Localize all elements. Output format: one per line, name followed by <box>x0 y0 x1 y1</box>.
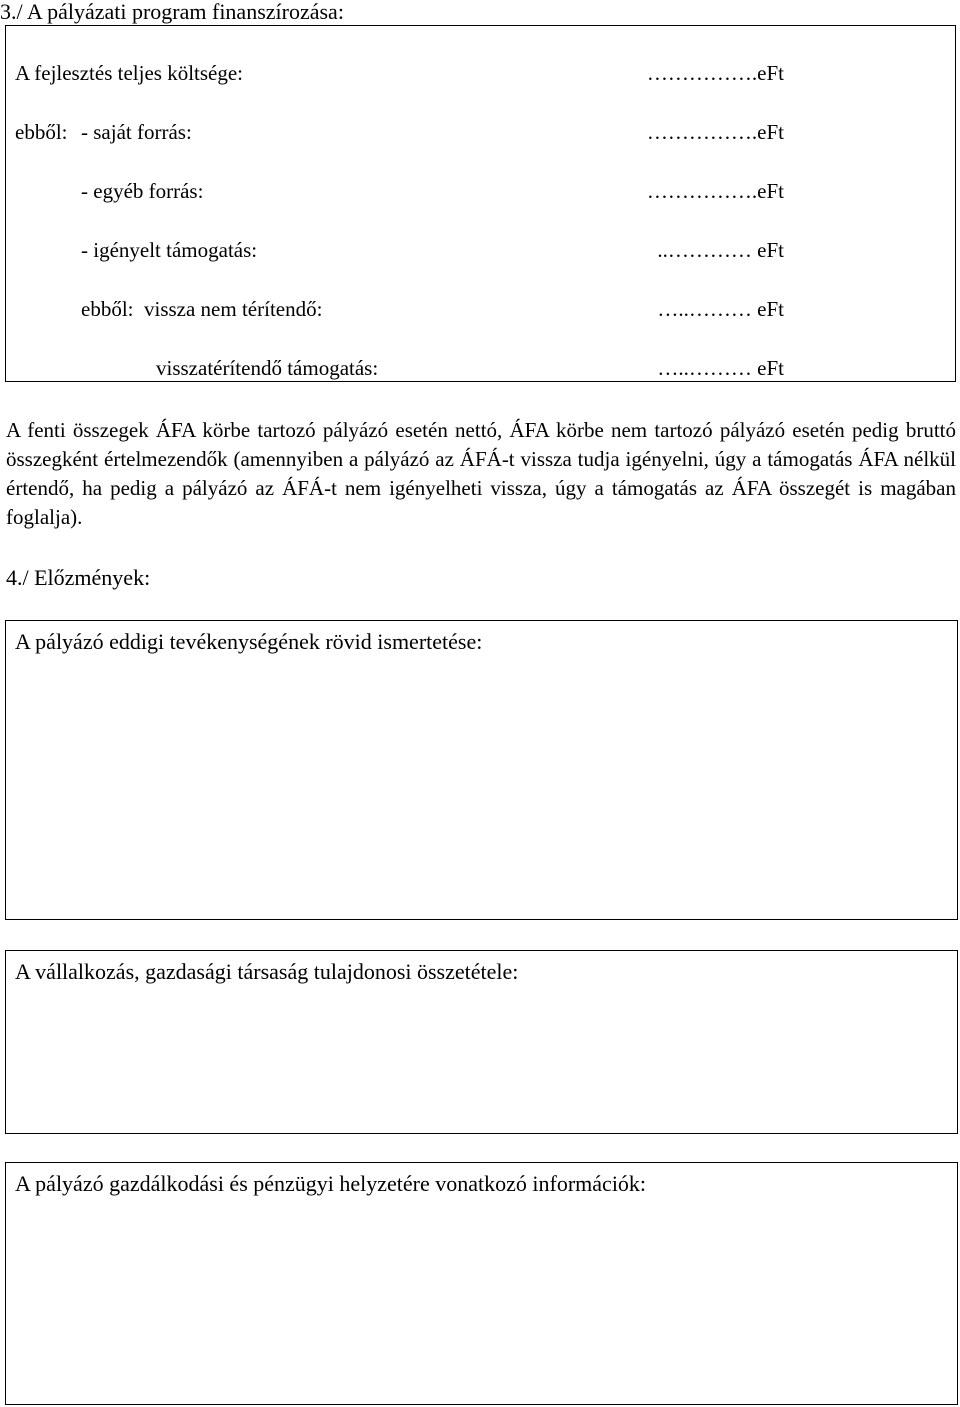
refundable-support-label: visszatérítendő támogatás: <box>156 356 379 380</box>
previous-activity-box[interactable] <box>5 620 958 920</box>
ownership-structure-box[interactable] <box>5 950 958 1134</box>
requested-support-label: - igényelt támogatás: <box>81 238 258 262</box>
previous-activity-label: A pályázó eddigi tevékenységének rövid ismertetése: <box>15 629 483 654</box>
non-refundable-amount[interactable]: …..……… eFt <box>657 297 784 321</box>
own-funds-label: - saját forrás: <box>81 120 192 144</box>
vat-note <box>6 416 956 532</box>
financial-situation-label: A pályázó gazdálkodási és pénzügyi helyzetére vonatkozó információk: <box>15 1171 647 1196</box>
requested-support-amount[interactable]: ..………… eFt <box>657 238 784 262</box>
of-which-label: ebből: <box>15 120 68 144</box>
total-cost-amount[interactable]: …………….eFt <box>646 61 784 85</box>
other-funds-label: - egyéb forrás: <box>81 179 204 203</box>
section-4-title: 4./ Előzmények: <box>6 565 151 590</box>
total-cost-label: A fejlesztés teljes költsége: <box>15 61 244 85</box>
ownership-structure-label: A vállalkozás, gazdasági társaság tulajdonosi összetétele: <box>15 959 519 984</box>
vat-note-text: A fenti összegek ÁFA körbe tartozó pályázó esetén nettó, ÁFA körbe nem tartozó pályázó esetén pedig bruttó összegként értelmezendők (amennyiben a pályázó az ÁFÁ-t vissza tudja igényelni, úgy a támogatás ÁFA nélkül értendő, ha pedig a pályázó az ÁFÁ-t nem igényelheti vissza, úgy a támogatás az ÁFA összegét is magában foglalja). <box>6 418 956 529</box>
non-refundable-label: ebből: vissza nem térítendő: <box>81 297 323 321</box>
refundable-support-amount[interactable]: …..……… eFt <box>657 356 784 380</box>
other-funds-amount[interactable]: …………….eFt <box>646 179 784 203</box>
own-funds-amount[interactable]: …………….eFt <box>646 120 784 144</box>
financial-situation-box[interactable] <box>5 1162 958 1405</box>
section-3-title: 3./ A pályázati program finanszírozása: <box>0 0 344 24</box>
